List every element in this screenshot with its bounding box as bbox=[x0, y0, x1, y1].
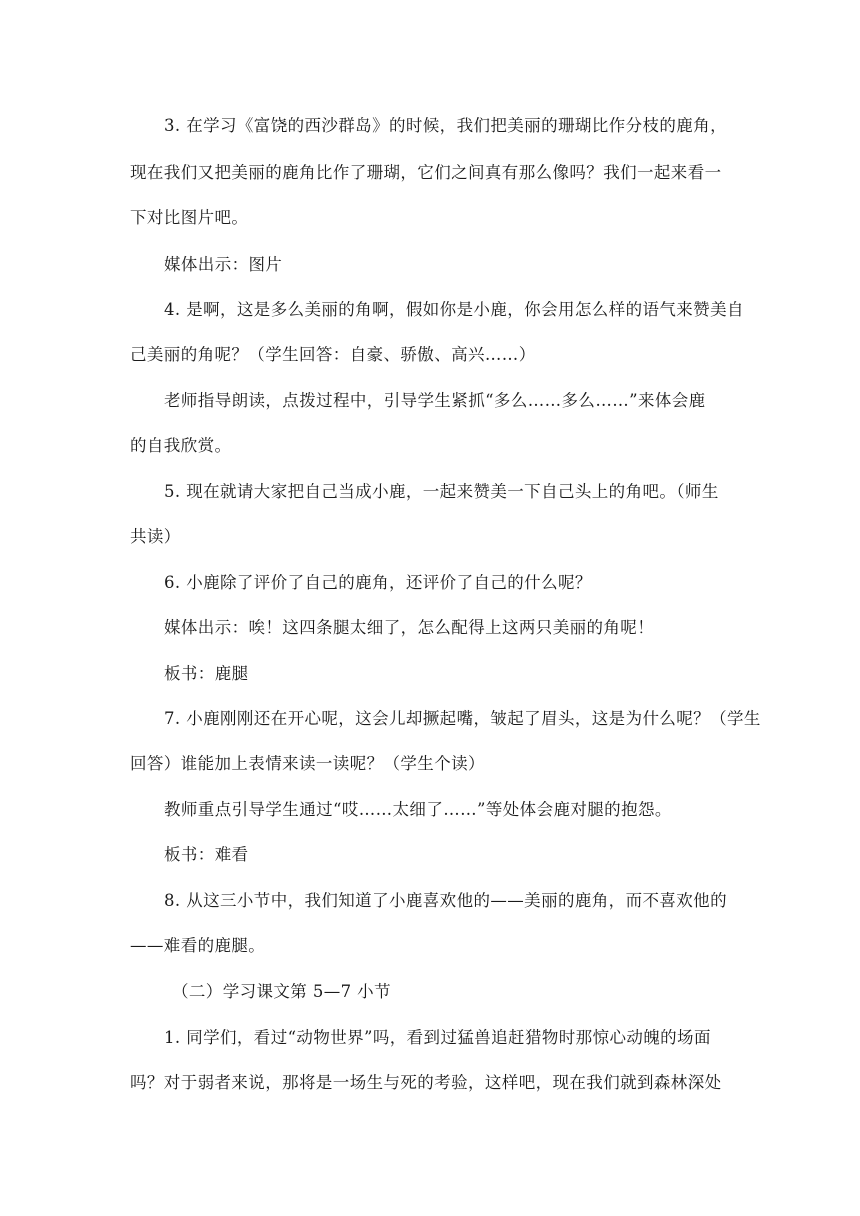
paragraph-line: 吗？对于弱者来说，那将是一场生与死的考验，这样吧，现在我们就到森林深处 bbox=[130, 1073, 722, 1092]
paragraph-line: 教师重点引导学生通过“哎……太细了……”等处体会鹿对腿的抱怨。 bbox=[164, 800, 672, 819]
paragraph-line: 3. 在学习《富饶的西沙群岛》的时候，我们把美丽的珊瑚比作分枝的鹿角， bbox=[164, 116, 727, 135]
paragraph-line: ——难看的鹿腿。 bbox=[130, 936, 266, 955]
paragraph-line: 现在我们又把美丽的鹿角比作了珊瑚，它们之间真有那么像吗？我们一起来看一 bbox=[130, 163, 722, 182]
paragraph-line: 板书：难看 bbox=[164, 845, 249, 864]
paragraph-line: 板书：鹿腿 bbox=[164, 664, 249, 683]
paragraph-line: 回答）谁能加上表情来读一读呢？（学生个读） bbox=[130, 754, 485, 773]
section-heading: （二）学习课文第 5—7 小节 bbox=[172, 982, 391, 1001]
paragraph-line: 4. 是啊，这是多么美丽的角啊，假如你是小鹿，你会用怎么样的语气来赞美自 bbox=[164, 300, 744, 319]
paragraph-line: 7. 小鹿刚刚还在开心呢，这会儿却撅起嘴，皱起了眉头，这是为什么呢？（学生 bbox=[164, 709, 761, 728]
paragraph-line: 8. 从这三小节中，我们知道了小鹿喜欢他的——美丽的鹿角，而不喜欢他的 bbox=[164, 891, 727, 910]
paragraph-line: 6. 小鹿除了评价了自己的鹿角，还评价了自己的什么呢？ bbox=[164, 573, 592, 592]
paragraph-line: 己美丽的角呢？（学生回答：自豪、骄傲、高兴……） bbox=[130, 345, 536, 364]
paragraph-line: 1. 同学们，看过“动物世界”吗，看到过猛兽追赶猎物时那惊心动魄的场面 bbox=[164, 1028, 711, 1047]
paragraph-line: 媒体出示：唉！这四条腿太细了，怎么配得上这两只美丽的角呢！ bbox=[164, 618, 655, 637]
paragraph-line: 共读） bbox=[130, 527, 181, 546]
paragraph-line: 的自我欣赏。 bbox=[130, 436, 232, 455]
paragraph-line: 老师指导朗读，点拨过程中，引导学生紧抓“多么……多么……”来体会鹿 bbox=[164, 391, 706, 410]
paragraph-line: 5. 现在就请大家把自己当成小鹿，一起来赞美一下自己头上的角吧。（师生 bbox=[164, 482, 719, 501]
paragraph-line: 媒体出示：图片 bbox=[164, 255, 283, 274]
paragraph-line: 下对比图片吧。 bbox=[130, 208, 249, 227]
